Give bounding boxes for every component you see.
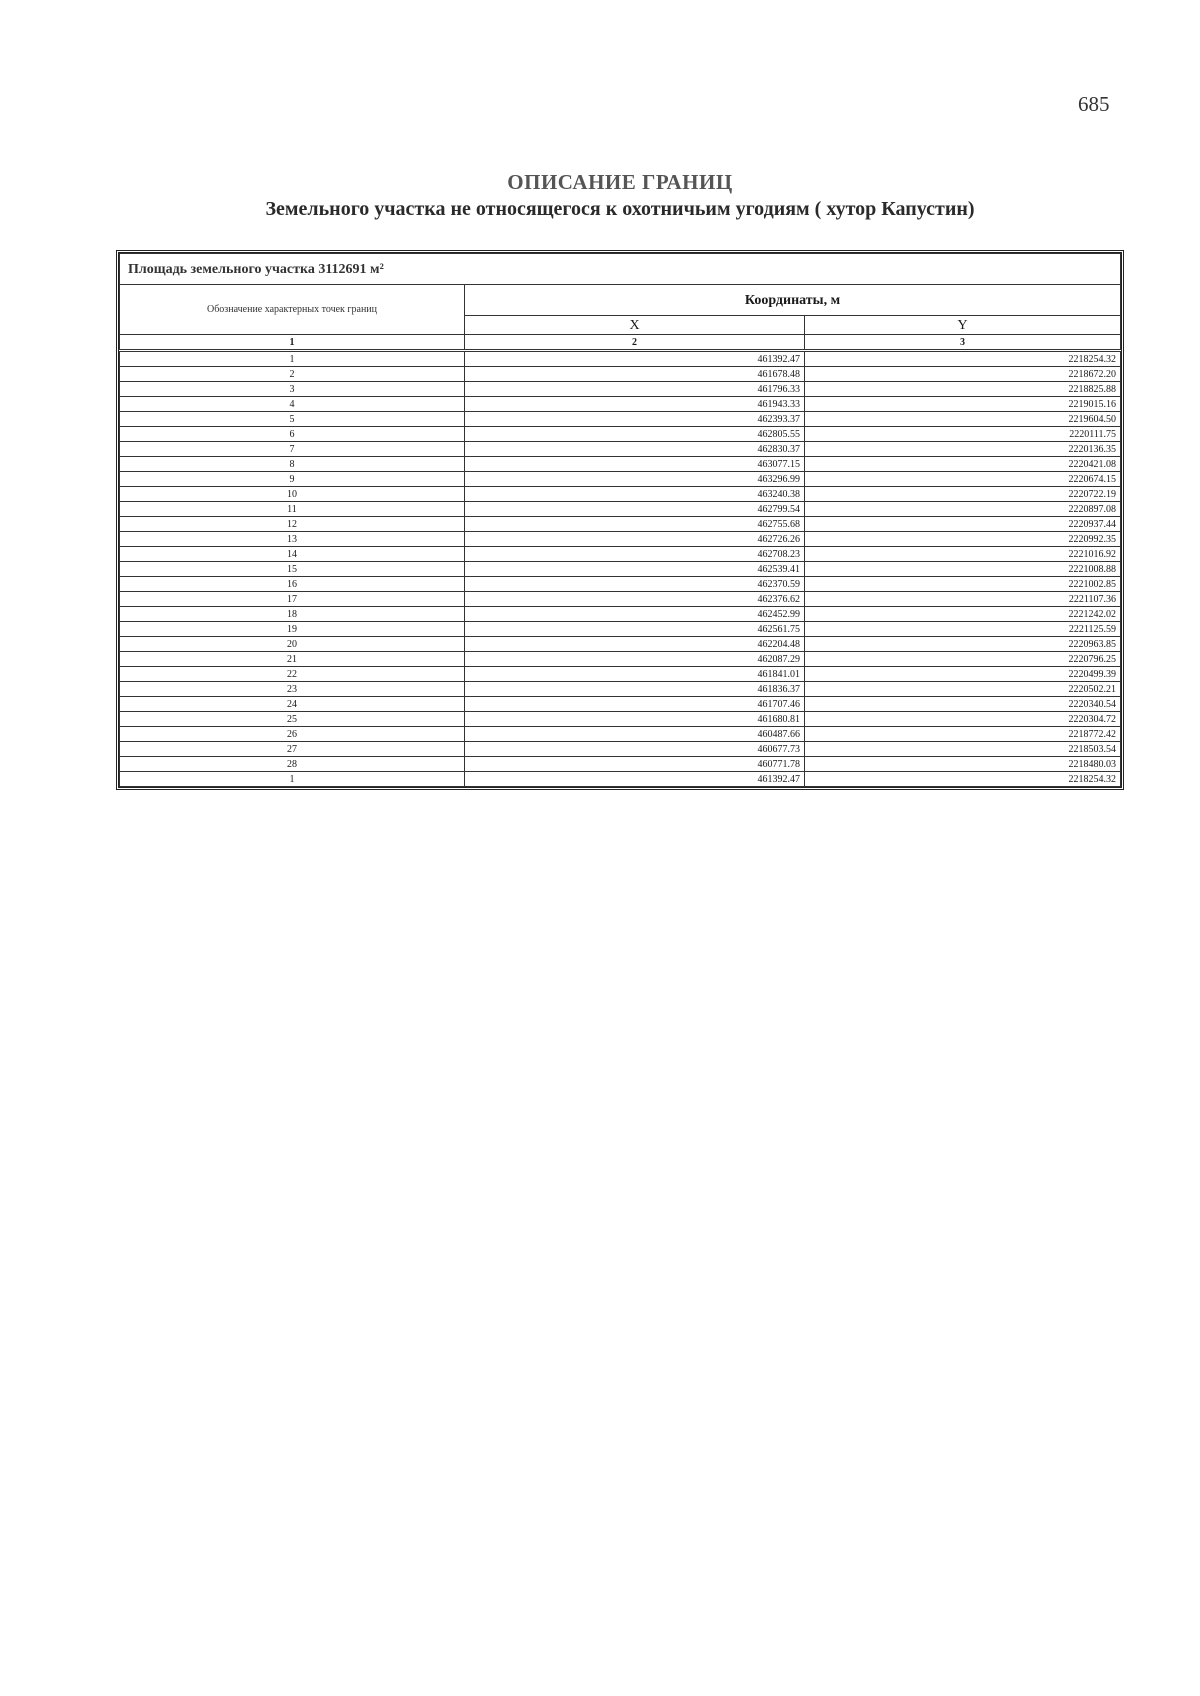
- x-coordinate-cell: 462830.37: [465, 442, 805, 457]
- y-coordinate-cell: 2220796.25: [805, 652, 1121, 667]
- boundary-coordinates-table: [119, 253, 1121, 787]
- x-coordinate-cell: 461392.47: [465, 351, 805, 367]
- y-coordinate-cell: 2220674.15: [805, 472, 1121, 487]
- table-row: [120, 757, 1121, 772]
- y-coordinate-cell: 2218480.03: [805, 757, 1121, 772]
- y-coordinate-cell: 2220111.75: [805, 427, 1121, 442]
- table-row: [120, 727, 1121, 742]
- point-cell: 23: [120, 682, 465, 697]
- coordinates-header: Координаты, м: [465, 285, 1121, 316]
- point-cell: 28: [120, 757, 465, 772]
- table-row: [120, 622, 1121, 637]
- x-coordinate-cell: 460677.73: [465, 742, 805, 757]
- y-coordinate-cell: 2218772.42: [805, 727, 1121, 742]
- table-row: [120, 697, 1121, 712]
- point-cell: 20: [120, 637, 465, 652]
- y-coordinate-cell: 2221107.36: [805, 592, 1121, 607]
- x-coordinate-cell: 461392.47: [465, 772, 805, 787]
- table-row: [120, 412, 1121, 427]
- y-coordinate-cell: 2219604.50: [805, 412, 1121, 427]
- x-coordinate-cell: 462539.41: [465, 562, 805, 577]
- x-coordinate-cell: 460487.66: [465, 727, 805, 742]
- y-coordinate-cell: 2220897.08: [805, 502, 1121, 517]
- document-title: ОПИСАНИЕ ГРАНИЦ: [507, 170, 733, 194]
- point-cell: 5: [120, 412, 465, 427]
- table-row: [120, 742, 1121, 757]
- point-cell: 8: [120, 457, 465, 472]
- table-row: [120, 772, 1121, 787]
- x-coordinate-cell: 461841.01: [465, 667, 805, 682]
- table-row: [120, 457, 1121, 472]
- table-row: [120, 682, 1121, 697]
- header-row: [120, 285, 1121, 316]
- point-cell: 19: [120, 622, 465, 637]
- point-cell: 25: [120, 712, 465, 727]
- x-coordinate-cell: 462376.62: [465, 592, 805, 607]
- point-cell: 11: [120, 502, 465, 517]
- point-cell: 15: [120, 562, 465, 577]
- table-row: [120, 472, 1121, 487]
- y-coordinate-cell: 2221242.02: [805, 607, 1121, 622]
- x-coordinate-cell: 461943.33: [465, 397, 805, 412]
- x-coordinate-cell: 462087.29: [465, 652, 805, 667]
- table-row: [120, 592, 1121, 607]
- y-coordinate-cell: 2221125.59: [805, 622, 1121, 637]
- y-coordinate-cell: 2221008.88: [805, 562, 1121, 577]
- document-subtitle: Земельного участка не относящегося к охотничьим угодиям ( хутор Капустин): [265, 198, 975, 220]
- point-cell: 12: [120, 517, 465, 532]
- x-coordinate-cell: 462755.68: [465, 517, 805, 532]
- column-number-3: 3: [805, 335, 1121, 351]
- x-coordinate-cell: 460771.78: [465, 757, 805, 772]
- point-cell: 16: [120, 577, 465, 592]
- x-coordinate-cell: 463296.99: [465, 472, 805, 487]
- point-designation-header: Обозначение характерных точек границ: [120, 285, 465, 335]
- table-row: [120, 351, 1121, 367]
- y-coordinate-cell: 2220421.08: [805, 457, 1121, 472]
- y-coordinate-cell: 2218254.32: [805, 772, 1121, 787]
- table-row: [120, 637, 1121, 652]
- table-row: [120, 607, 1121, 622]
- column-number-1: 1: [120, 335, 465, 351]
- point-cell: 1: [120, 772, 465, 787]
- point-cell: 22: [120, 667, 465, 682]
- y-coordinate-cell: 2220136.35: [805, 442, 1121, 457]
- y-coordinate-cell: 2219015.16: [805, 397, 1121, 412]
- x-coordinate-cell: 461678.48: [465, 367, 805, 382]
- y-coordinate-cell: 2220992.35: [805, 532, 1121, 547]
- table-row: [120, 502, 1121, 517]
- x-coordinate-cell: 462799.54: [465, 502, 805, 517]
- point-cell: 27: [120, 742, 465, 757]
- point-cell: 3: [120, 382, 465, 397]
- y-coordinate-cell: 2220499.39: [805, 667, 1121, 682]
- table-row: [120, 487, 1121, 502]
- table-row: [120, 517, 1121, 532]
- point-cell: 14: [120, 547, 465, 562]
- y-coordinate-cell: 2221016.92: [805, 547, 1121, 562]
- x-coordinate-cell: 462452.99: [465, 607, 805, 622]
- x-coordinate-cell: 463077.15: [465, 457, 805, 472]
- y-coordinate-cell: 2218672.20: [805, 367, 1121, 382]
- table-row: [120, 547, 1121, 562]
- column-number-2: 2: [465, 335, 805, 351]
- y-column-header: Y: [805, 316, 1121, 335]
- table-row: [120, 652, 1121, 667]
- table-row: [120, 532, 1121, 547]
- area-row: [120, 254, 1121, 285]
- table-row: [120, 562, 1121, 577]
- column-number-row: [120, 335, 1121, 351]
- point-cell: 17: [120, 592, 465, 607]
- x-coordinate-cell: 461680.81: [465, 712, 805, 727]
- x-column-header: X: [465, 316, 805, 335]
- point-cell: 18: [120, 607, 465, 622]
- y-coordinate-cell: 2220304.72: [805, 712, 1121, 727]
- x-coordinate-cell: 462726.26: [465, 532, 805, 547]
- point-cell: 24: [120, 697, 465, 712]
- x-coordinate-cell: 461796.33: [465, 382, 805, 397]
- y-coordinate-cell: 2218503.54: [805, 742, 1121, 757]
- point-cell: 10: [120, 487, 465, 502]
- area-label: Площадь земельного участка 3112691 м²: [120, 254, 1121, 285]
- table-row: [120, 712, 1121, 727]
- y-coordinate-cell: 2220937.44: [805, 517, 1121, 532]
- table-row: [120, 442, 1121, 457]
- table-row: [120, 382, 1121, 397]
- point-cell: 6: [120, 427, 465, 442]
- point-cell: 9: [120, 472, 465, 487]
- table-row: [120, 667, 1121, 682]
- x-coordinate-cell: 462204.48: [465, 637, 805, 652]
- table-row: [120, 427, 1121, 442]
- x-coordinate-cell: 462561.75: [465, 622, 805, 637]
- boundary-table-frame: [116, 250, 1124, 790]
- y-coordinate-cell: 2220340.54: [805, 697, 1121, 712]
- x-coordinate-cell: 461707.46: [465, 697, 805, 712]
- point-cell: 1: [120, 351, 465, 367]
- y-coordinate-cell: 2220722.19: [805, 487, 1121, 502]
- y-coordinate-cell: 2221002.85: [805, 577, 1121, 592]
- table-row: [120, 367, 1121, 382]
- y-coordinate-cell: 2218825.88: [805, 382, 1121, 397]
- point-cell: 26: [120, 727, 465, 742]
- point-cell: 21: [120, 652, 465, 667]
- point-cell: 4: [120, 397, 465, 412]
- page-number: 685: [1078, 92, 1110, 116]
- point-cell: 7: [120, 442, 465, 457]
- y-coordinate-cell: 2220963.85: [805, 637, 1121, 652]
- table-row: [120, 397, 1121, 412]
- x-coordinate-cell: 462393.37: [465, 412, 805, 427]
- table-row: [120, 577, 1121, 592]
- x-coordinate-cell: 463240.38: [465, 487, 805, 502]
- y-coordinate-cell: 2218254.32: [805, 351, 1121, 367]
- x-coordinate-cell: 462805.55: [465, 427, 805, 442]
- x-coordinate-cell: 462370.59: [465, 577, 805, 592]
- x-coordinate-cell: 462708.23: [465, 547, 805, 562]
- x-coordinate-cell: 461836.37: [465, 682, 805, 697]
- point-cell: 2: [120, 367, 465, 382]
- y-coordinate-cell: 2220502.21: [805, 682, 1121, 697]
- point-cell: 13: [120, 532, 465, 547]
